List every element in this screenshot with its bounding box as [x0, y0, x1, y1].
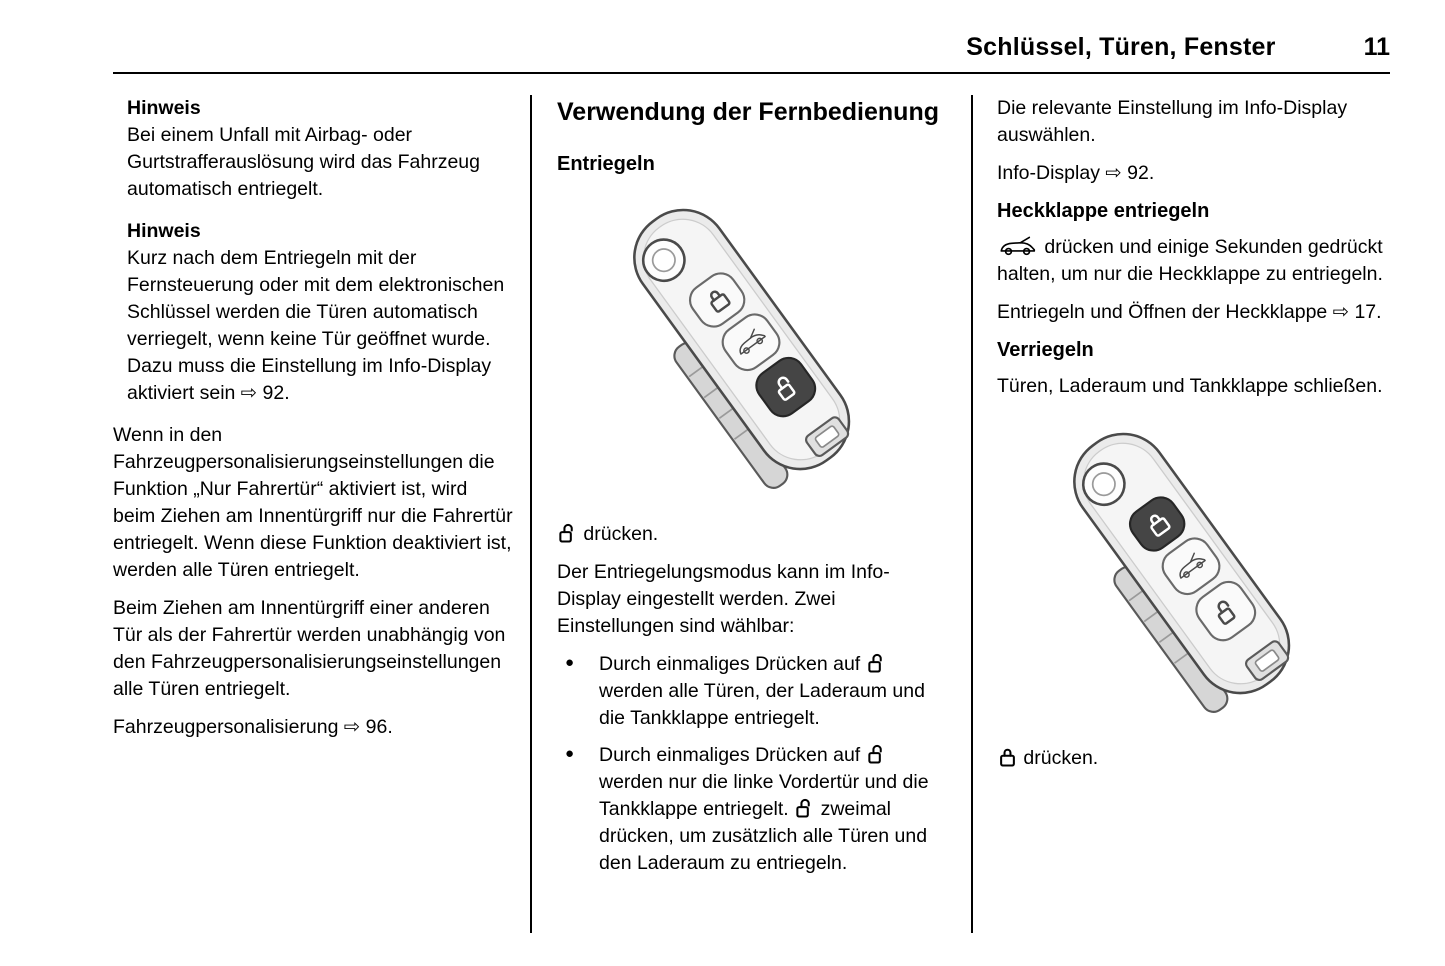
- chapter-title: Schlüssel, Türen, Fenster: [966, 33, 1276, 61]
- note-block-1: [113, 95, 513, 203]
- column-middle: [557, 95, 943, 887]
- figure-caption-unlock: [557, 521, 943, 548]
- note-title: Hinweis: [127, 220, 201, 242]
- paragraph: Der Entriegelungsmodus kann im Info-Display eingestellt werden. Zwei Einstellungen sind wählbar:: [557, 561, 890, 637]
- unlock-options-list: [557, 651, 943, 877]
- unlock-icon: [559, 522, 576, 544]
- remote-key-figure-lock: [997, 411, 1390, 733]
- note-body: Kurz nach dem Entriegeln mit der Fernsteuerung oder mit dem elektronischen Schlüssel werden die Türen automatisch verriegelt, wenn keine Tür geöffnet wurde. Dazu muss die Einstellung im Info-Display aktiviert sein ⇨ 92.: [127, 247, 505, 404]
- list-item: [557, 742, 943, 877]
- paragraph: Die relevante Einstellung im Info-Display auswählen.: [997, 97, 1348, 146]
- caption-text: drücken.: [583, 523, 659, 545]
- lock-icon: [999, 746, 1016, 768]
- note-body: Bei einem Unfall mit Airbag- oder Gurtstrafferauslösung wird das Fahrzeug automatisch entriegelt.: [127, 124, 480, 200]
- paragraph: Türen, Laderaum und Tankklappe schließen.: [997, 375, 1383, 397]
- list-item-text: Durch einmaliges Drücken auf: [599, 744, 861, 766]
- column-left: [113, 95, 513, 752]
- unlock-icon: [796, 797, 813, 819]
- bullet-icon: ●: [565, 745, 575, 762]
- bullet-icon: ●: [565, 654, 575, 671]
- subsection-heading-lock: Verriegeln: [997, 339, 1094, 361]
- column-divider: [530, 95, 532, 933]
- list-item-text: Durch einmaliges Drücken auf: [599, 653, 861, 675]
- figure-caption-lock: [997, 745, 1390, 772]
- cross-reference: Info-Display ⇨ 92.: [997, 162, 1155, 184]
- paragraph: Wenn in den Fahrzeugpersonalisierungseinstellungen die Funktion „Nur Fahrertür“ aktiviert ist, wird beim Ziehen am Innentürgriff nur die Fahrertür entriegelt. Wenn diese Funktion deaktiviert ist, werden alle Türen entriegelt.: [113, 424, 513, 581]
- subsection-heading-tailgate: Heckklappe entriegeln: [997, 200, 1210, 222]
- cross-reference: Fahrzeugpersonalisierung ⇨ 96.: [113, 716, 393, 738]
- paragraph: Beim Ziehen am Innentürgriff einer anderen Tür als der Fahrertür werden unabhängig von den Fahrzeugpersonalisierungseinstellungen alle Türen entriegelt.: [113, 597, 506, 700]
- list-item-text: werden alle Türen, der Laderaum und die Tankklappe entriegelt.: [599, 680, 925, 729]
- caption-text: drücken.: [1023, 747, 1099, 769]
- list-item-text: zweimal drücken, um zusätzlich alle Türen und den Laderaum zu entriegeln.: [599, 798, 928, 874]
- section-heading: Verwendung der Fernbedienung: [557, 98, 939, 126]
- paragraph-text: drücken und einige Sekunden gedrückt halten, um nur die Heckklappe zu entriegeln.: [997, 236, 1383, 285]
- page-header: [113, 33, 1390, 62]
- tailgate-icon: [999, 236, 1037, 256]
- cross-reference: Entriegeln und Öffnen der Heckklappe ⇨ 17.: [997, 301, 1382, 323]
- paragraph-tailgate: [997, 234, 1390, 288]
- column-divider: [971, 95, 973, 933]
- unlock-icon: [868, 743, 885, 765]
- header-rule: [113, 72, 1390, 74]
- note-title: Hinweis: [127, 97, 201, 119]
- note-block-2: [113, 218, 513, 407]
- unlock-icon: [868, 652, 885, 674]
- page-number: 11: [1363, 33, 1390, 61]
- subsection-heading-unlock: Entriegeln: [557, 153, 655, 175]
- list-item-text: werden nur die linke Vordertür und die Tankklappe entriegelt.: [599, 771, 929, 820]
- remote-key-figure-unlock: [557, 187, 943, 509]
- list-item: [557, 651, 943, 732]
- column-right: [997, 95, 1390, 783]
